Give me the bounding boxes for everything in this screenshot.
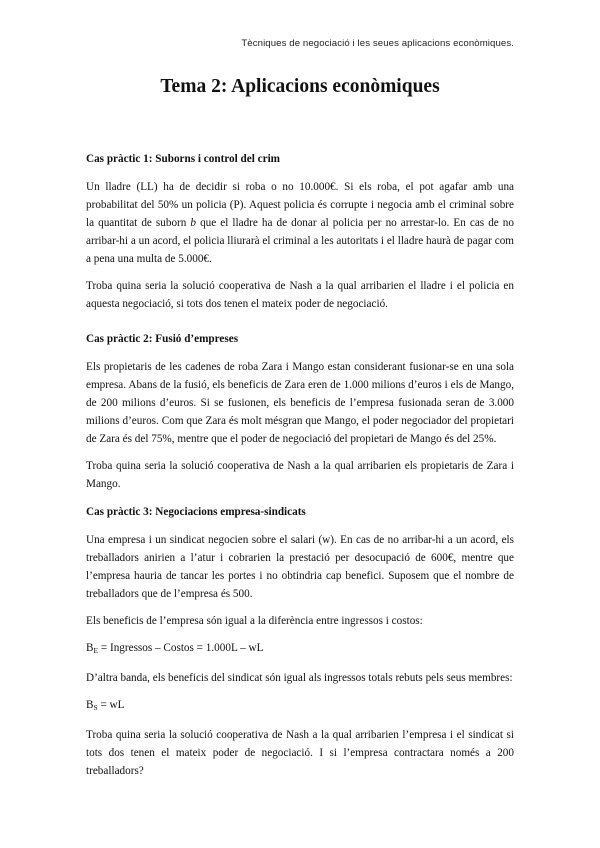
case-study-3: [86, 503, 514, 789]
case-1-statement: Un lladre (LL) ha de decidir si roba o no 10.000€. Si els roba, el pot agafar amb una probabilitat del 50% un policia (P). Aquest policia és corrupte i negocia amb el criminal sobre la quantitat de suborn b que el lladre ha de donar al policia per no arrestar-lo. En cas de no arribar-hi a un acord, el policia lliurarà el criminal a les autoritats i el lladre haurà de pagar com a pena una multa de 5.000€.: [86, 181, 514, 265]
case-2-question: Troba quina seria la solució cooperativa de Nash a la qual arribarien els propietaris de Zara i Mango.: [86, 460, 514, 490]
case-3-question: Troba quina seria la solució cooperativa de Nash a la qual arribarien l’empresa i el sindicat si tots dos tenen el mateix poder de negociació. I si l’empresa contractara només a 200 treballadors?: [86, 729, 514, 777]
firm-profit-equation: $B_E$ = Ingressos – Costos = 1.000L – wL: [86, 642, 264, 655]
case-1-question: Troba quina seria la solució cooperativa de Nash a la qual arribarien el lladre i el policia en aquesta negociació, si tots dos tenen el mateix poder de negociació.: [86, 280, 514, 310]
case-2-statement: Els propietaris de les cadenes de roba Zara i Mango estan considerant fusionar-se en una sola empresa. Abans de la fusió, els beneficis de Zara eren de 1.000 milions d’euros i els de Mango, de 200 milions d’euros. Si se fusionen, els beneficis de l’empresa fusionada seran de 3.000 milions d’euros. Com que Zara és molt mésgran que Mango, el poder negociador del propietari de Zara és del 75%, mentre que el poder de negociació del propietari de Mango és del 25%.: [86, 361, 514, 445]
case-3-heading: Cas pràctic 3: Negociacions empresa-sindicats: [86, 506, 306, 518]
case-3-union-intro: D’altra banda, els beneficis del sindicat són igual als ingressos totals rebuts pels seus membres:: [86, 672, 513, 684]
case-3-statement: Una empresa i un sindicat negocien sobre el salari (w). En cas de no arribar-hi a un acord, els treballadors anirien a l’atur i cobrarien la prestació per desocupació de 600€, mentre que l’empresa hauria de tancar les portes i no obtindria cap benefici. Suposem que el nombre de treballadors que de l’empresa és 500.: [86, 534, 514, 600]
case-1-heading: Cas pràctic 1: Suborns i control del crim: [86, 153, 281, 165]
case-study-2: [86, 330, 514, 502]
bribe-variable: b: [190, 217, 197, 229]
case-2-heading: Cas pràctic 2: Fusió d’empreses: [86, 333, 239, 345]
running-header: Tècniques de negociació i les seues aplicacions econòmiques.: [241, 38, 514, 49]
case-3-profit-intro: Els beneficis de l’empresa són igual a la diferència entre ingressos i costos:: [86, 615, 423, 627]
case-study-1: [86, 150, 514, 322]
page-title: Tema 2: Aplicacions econòmiques: [160, 76, 440, 97]
union-profit-equation: $B_S$ = wL: [86, 699, 125, 712]
